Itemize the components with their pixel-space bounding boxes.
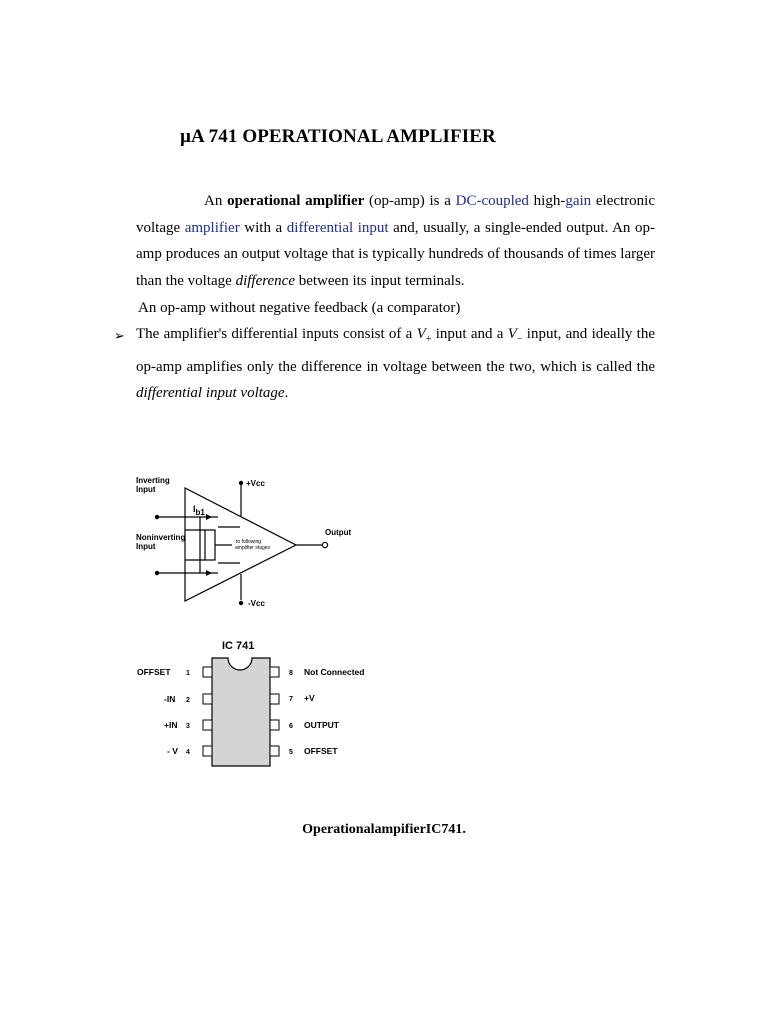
inner-label-1: to following — [236, 539, 262, 545]
p1-text-5: with a — [239, 219, 287, 236]
pin6-name: OUTPUT — [304, 720, 339, 730]
p1-text-2: (op-amp) is a — [364, 193, 456, 209]
pin2-num: 2 — [186, 697, 190, 704]
ic-body — [212, 658, 270, 766]
vplus-symbol: V — [416, 326, 426, 342]
pin8-name: Not Connected — [304, 667, 365, 677]
inverting-label-2: Input — [136, 485, 156, 494]
p1-text-7: between its input terminals. — [294, 272, 465, 289]
p1-italic-term: difference — [235, 272, 295, 289]
pin8-num: 8 — [289, 670, 293, 677]
vplus-sub: + — [425, 334, 432, 345]
gain-link[interactable]: gain — [565, 193, 592, 209]
pin4-num: 4 — [186, 749, 190, 756]
pin5-num: 5 — [289, 749, 293, 756]
comparator-paragraph: An op-amp without negative feedback (a comparator) — [138, 300, 461, 316]
pin3-name: +IN — [164, 720, 178, 730]
p3-text-2: input and a — [431, 326, 508, 342]
pin3-num: 3 — [186, 723, 190, 730]
pin7-num: 7 — [289, 696, 293, 703]
vminus-sub: − — [516, 334, 523, 345]
pin1-name: OFFSET — [137, 667, 171, 677]
p3-text-4: . — [284, 385, 289, 401]
p1-text-4: electronic voltage — [136, 193, 655, 236]
pin6-num: 6 — [289, 723, 293, 730]
vcc-positive-label: +Vcc — [246, 479, 265, 488]
pin2-name: -IN — [164, 694, 176, 704]
vcc-negative-label: -Vcc — [248, 599, 265, 608]
p1-text-3: high- — [528, 193, 566, 209]
pin5-name: OFFSET — [304, 746, 338, 756]
bias-current-label — [193, 504, 205, 517]
p3-italic-term: differential input voltage — [136, 385, 285, 401]
p1-text-6: and, usually, a single-ended output. An op-amp produces an output voltage that is typically hundreds of thousands of times larger than the voltage — [136, 219, 655, 289]
p3-text-3: input, and ideally the op-amp amplifies only the difference in voltage between the two, which is called the — [136, 326, 656, 375]
pin4-name: - V — [167, 746, 178, 756]
amplifier-link[interactable]: amplifier — [184, 219, 240, 236]
bullet-arrow-icon: ➢ — [114, 328, 125, 343]
page-title: µA 741 OPERATIONAL AMPLIFIER — [180, 126, 496, 147]
p1-bold-term: operational amplifier — [227, 193, 365, 209]
p3-text-1: The amplifier's differential inputs consist of a — [136, 326, 417, 342]
ic-title: IC 741 — [222, 640, 255, 652]
bias-current-symbol: I — [193, 504, 196, 514]
bias-current-sub: b1 — [195, 508, 205, 517]
output-label: Output — [325, 528, 352, 537]
figure-caption: OperationalampifierIC741. — [302, 822, 466, 837]
pin1-num: 1 — [186, 670, 190, 677]
differential-input-link[interactable]: differential input — [286, 219, 389, 236]
pin7-name: +V — [304, 693, 315, 703]
p1-text-1: An — [204, 193, 228, 209]
noninverting-label-2: Input — [136, 542, 156, 551]
inverting-label-1: Inverting — [136, 476, 170, 485]
inner-label-2: amplifier stages — [235, 545, 271, 551]
vminus-symbol: V — [507, 326, 517, 342]
noninverting-label-1: Noninverting — [136, 533, 186, 542]
dc-coupled-link[interactable]: DC-coupled — [455, 193, 529, 209]
ic741-pinout — [137, 640, 364, 766]
